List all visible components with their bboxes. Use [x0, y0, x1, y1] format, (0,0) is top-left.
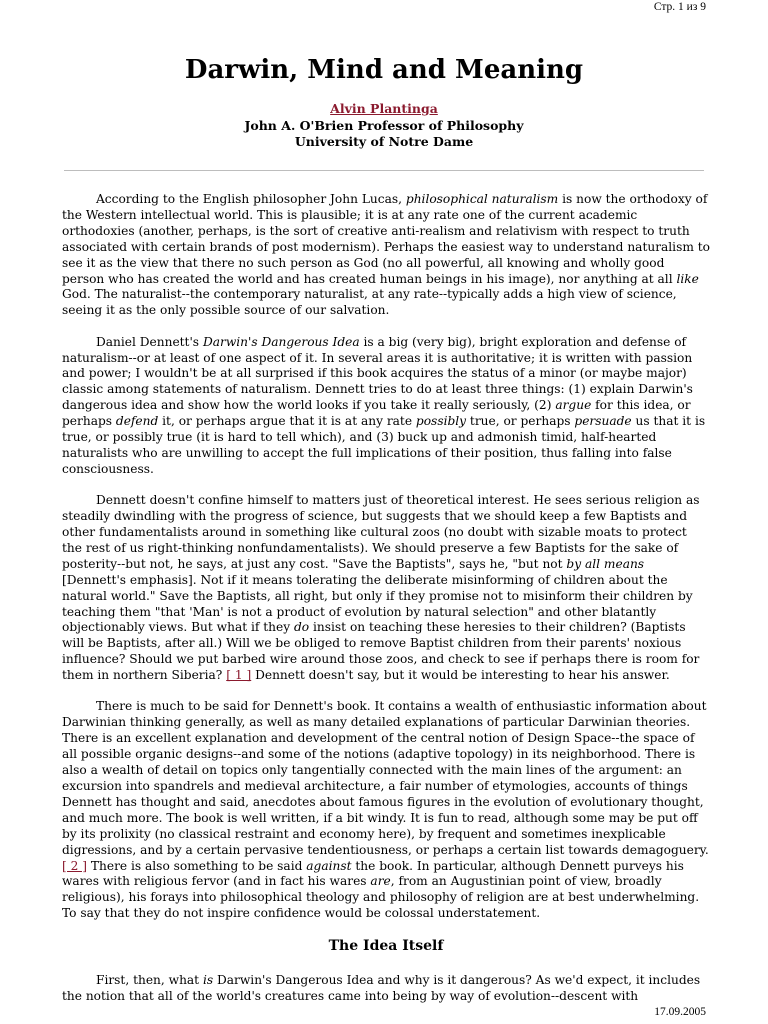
paragraph-3 [62, 493, 710, 684]
emphasis: do [294, 620, 310, 635]
text-run: Daniel Dennett's [96, 334, 203, 349]
author-link[interactable]: Alvin Plantinga [330, 101, 438, 116]
text-run: According to the English philosopher John Lucas, [96, 192, 406, 206]
emphasis: argue [555, 398, 592, 413]
text-run: the book. In particular, although Dennett purveys his wares with religious fervor (and in fact his wares [62, 858, 684, 889]
emphasis: persuade [574, 414, 632, 429]
text-run: There is also something to be said [87, 858, 307, 873]
emphasis: philosophical naturalism [405, 192, 559, 206]
text-run: Dennett doesn't say, but it would be interesting to hear his answer. [251, 668, 670, 683]
footnote-link-2[interactable]: [ 2 ] [62, 858, 88, 873]
text-run: insist on teaching these heresies to their children? (Baptists will be Baptists, after all.) Will we be obliged to remove Baptist children from their parents' noxious influence? Should we put barbed wire around those zoos, and check to see if perhaps there is room for them in northern Siberia? [62, 620, 700, 683]
paragraph-2 [62, 335, 710, 478]
text-run: is now the orthodoxy of the Western intellectual world. This is plausible; it is at any rate one of the current academic orthodoxies (another, perhaps, is the sort of creative anti-realism and relativism with respect to truth associated with certain brands of post modernism). Perhaps the easiest way to understand naturalism to see it as the view that there no such person as God (no all powerful, all knowing and wholly good person who has created the world and has created human beings in his image), nor anything at all [62, 192, 711, 286]
horizontal-rule [64, 170, 704, 171]
emphasis: possibly [415, 414, 467, 429]
emphasis: is [202, 973, 214, 988]
text-run: Darwin's Dangerous Idea and why is it dangerous? As we'd expect, it includes the notion that all of the world's creatures came into being by way of evolution--descent with [62, 973, 701, 1003]
emphasis: like [676, 271, 699, 286]
text-run: true, or perhaps [466, 414, 575, 429]
paragraph-4 [62, 699, 710, 922]
author-position: John A. O'Brien Professor of Philosophy [244, 117, 524, 133]
page-indicator: Стр. 1 из 9 [653, 1, 706, 13]
article-body [62, 192, 710, 1020]
paragraph-5 [62, 973, 710, 1005]
author-block [0, 101, 768, 151]
footnote-link-1[interactable]: [ 1 ] [226, 668, 252, 683]
text-run: [Dennett's emphasis]. Not if it means tolerating the deliberate misinforming of children about the natural world." Save the Baptists, all right, but only if they promise not to misinform their children by teaching them "that 'Man' is not a product of evolution by natural selection" and other blatantly objectionably views. But what if they [62, 572, 693, 635]
text-run: us that it is true, or possibly true (it is hard to tell which), and (3) buck up and admonish timid, half-hearted naturalists who are unwilling to accept the full implications of their position, thus falling into false consciousness. [62, 414, 706, 476]
author-institution: University of Notre Dame [294, 134, 474, 149]
emphasis: defend [115, 414, 159, 429]
text-run: , from an Augustinian point of view, broadly religious), his forays into philosophical theology and philosophy of religion are at best underwhelming. To say that they do not inspire confidence would be colossal understatement. [62, 874, 700, 921]
text-run: is a big (very big), bright exploration and defense of naturalism--or at least of one aspect of it. In several areas it is authoritative; it is written with passion and power; I wouldn't be at all surprised if this book acquires the status of a minor (or maybe major) classic among statements of naturalism. Dennett tries to do at least three things: (1) explain Darwin's dangerous idea and show how the world looks if you take it really seriously, (2) [62, 334, 693, 413]
text-run: for this idea, or perhaps [62, 398, 691, 429]
paragraph-1 [62, 192, 710, 319]
emphasis: by all means [566, 556, 645, 571]
text-run: Dennett doesn't confine himself to matters just of theoretical interest. He sees serious religion as steadily dwindling with the progress of science, but suggests that we should keep a few Baptists and other fundamentalists around in something like cultural zoos (no doubt with sizable moats to protect the rest of us right-thinking nonfundamentalists). We should preserve a few Baptists for the sake of posterity--but not, he says, at just any cost. "Save the Baptists", says he, "but not [62, 493, 700, 571]
section-heading: The Idea Itself [328, 938, 444, 955]
emphasis: are [370, 874, 391, 889]
text-run: it, or perhaps argue that it is at any rate [158, 414, 416, 429]
text-run: There is much to be said for Dennett's book. It contains a wealth of enthusiastic information about Darwinian thinking generally, as well as many detailed explanations of particular Darwinian theories. There is an excellent explanation and development of the central notion of Design Space--the space of all possible organic designs--and some of the notions (adaptive topology) in its neighborhood. There is also a wealth of detail on topics only tangentially connected with the main lines of the argument: an excursion into spandrels and medieval architecture, a fair number of etymologies, accounts of things Dennett has thought and said, anecdotes about famous figures in the evolution of evolutionary thought, and much more. The book is well written, if a bit windy. It is fun to read, although some may be put off by its prolixity (no classical restraint and economy here), by frequent and sometimes inexplicable digressions, and by a certain pervasive tendentiousness, or perhaps a certain list towards demagoguery. [62, 699, 709, 857]
emphasis: against [306, 858, 352, 873]
emphasis: Darwin's Dangerous Idea [202, 334, 360, 349]
print-date: 17.09.2005 [654, 1006, 706, 1018]
article-title: Darwin, Mind and Meaning [184, 55, 584, 85]
text-run: First, then, what [96, 973, 203, 988]
text-run: God. The naturalist--the contemporary naturalist, at any rate--typically adds a high view of science, seeing it as the only possible source of our salvation. [62, 287, 677, 318]
